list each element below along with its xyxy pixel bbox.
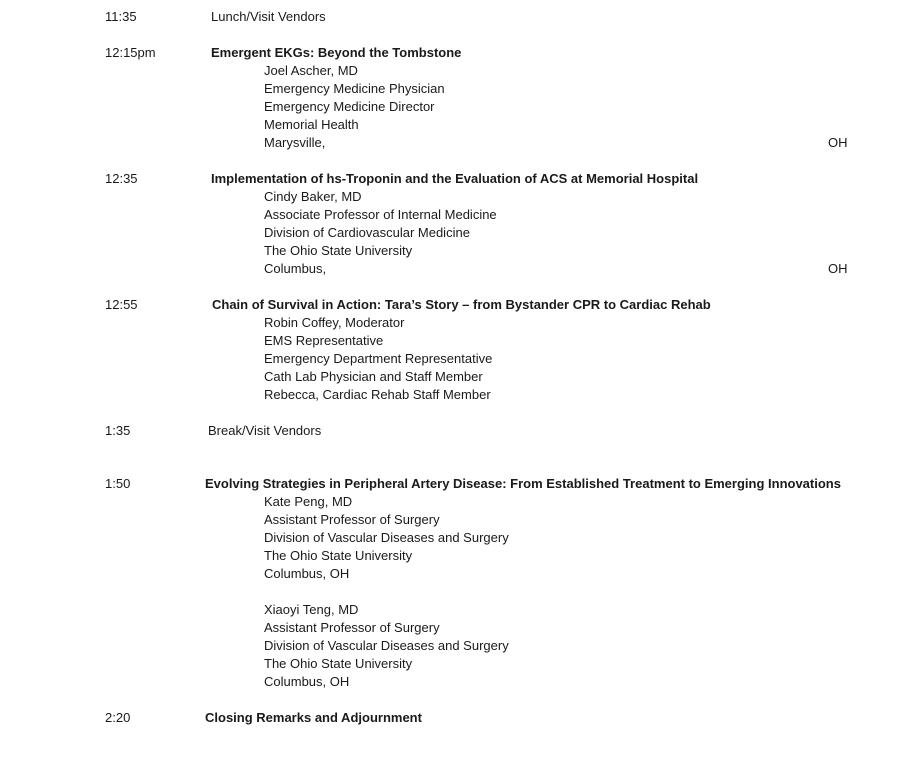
speaker-detail: The Ohio State University	[264, 656, 413, 671]
speaker-name: Kate Peng, MD	[264, 494, 353, 509]
speaker-detail: EMS Representative	[264, 333, 384, 348]
speaker-city: Marysville,	[264, 135, 326, 150]
speaker-state: OH	[828, 261, 848, 276]
speaker-detail: Memorial Health	[264, 117, 359, 132]
speaker-detail: The Ohio State University	[264, 243, 413, 258]
speaker-name: Joel Ascher, MD	[264, 63, 358, 78]
session-title: Evolving Strategies in Peripheral Artery Disease: From Established Treatment to Emerging Innovations	[205, 476, 841, 491]
speaker-name: Robin Coffey, Moderator	[264, 315, 405, 330]
session-time: 12:15pm	[105, 45, 156, 60]
speaker-state: OH	[828, 135, 848, 150]
speaker-detail: Rebecca, Cardiac Rehab Staff Member	[264, 387, 491, 402]
speaker-city: Columbus,	[264, 261, 327, 276]
session-time: 11:35	[105, 9, 137, 24]
speaker-detail: Emergency Medicine Physician	[264, 81, 445, 96]
speaker-detail: Division of Vascular Diseases and Surgery	[264, 530, 509, 545]
speaker-detail: The Ohio State University	[264, 548, 413, 563]
speaker-detail: Assistant Professor of Surgery	[264, 512, 440, 527]
speaker-detail: Emergency Department Representative	[264, 351, 493, 366]
session-time: 12:35	[105, 171, 138, 186]
speaker-name: Xiaoyi Teng, MD	[264, 602, 359, 617]
session-time: 1:35	[105, 423, 131, 438]
session-title: Lunch/Visit Vendors	[211, 9, 326, 24]
speaker-detail: Division of Cardiovascular Medicine	[264, 225, 470, 240]
session-title: Closing Remarks and Adjournment	[205, 710, 422, 725]
session-title: Emergent EKGs: Beyond the Tombstone	[211, 45, 462, 60]
speaker-detail: Columbus, OH	[264, 674, 350, 689]
session-title: Chain of Survival in Action: Tara’s Story – from Bystander CPR to Cardiac Rehab	[212, 297, 711, 312]
session-title: Break/Visit Vendors	[208, 423, 322, 438]
session-time: 12:55	[105, 297, 138, 312]
session-time: 2:20	[105, 710, 131, 725]
speaker-detail: Associate Professor of Internal Medicine	[264, 207, 497, 222]
speaker-name: Cindy Baker, MD	[264, 189, 362, 204]
speaker-detail: Division of Vascular Diseases and Surgery	[264, 638, 509, 653]
speaker-detail: Columbus, OH	[264, 566, 350, 581]
speaker-detail: Assistant Professor of Surgery	[264, 620, 440, 635]
session-title: Implementation of hs-Troponin and the Evaluation of ACS at Memorial Hospital	[211, 171, 699, 186]
speaker-detail: Cath Lab Physician and Staff Member	[264, 369, 483, 384]
session-time: 1:50	[105, 476, 131, 491]
speaker-detail: Emergency Medicine Director	[264, 99, 435, 114]
